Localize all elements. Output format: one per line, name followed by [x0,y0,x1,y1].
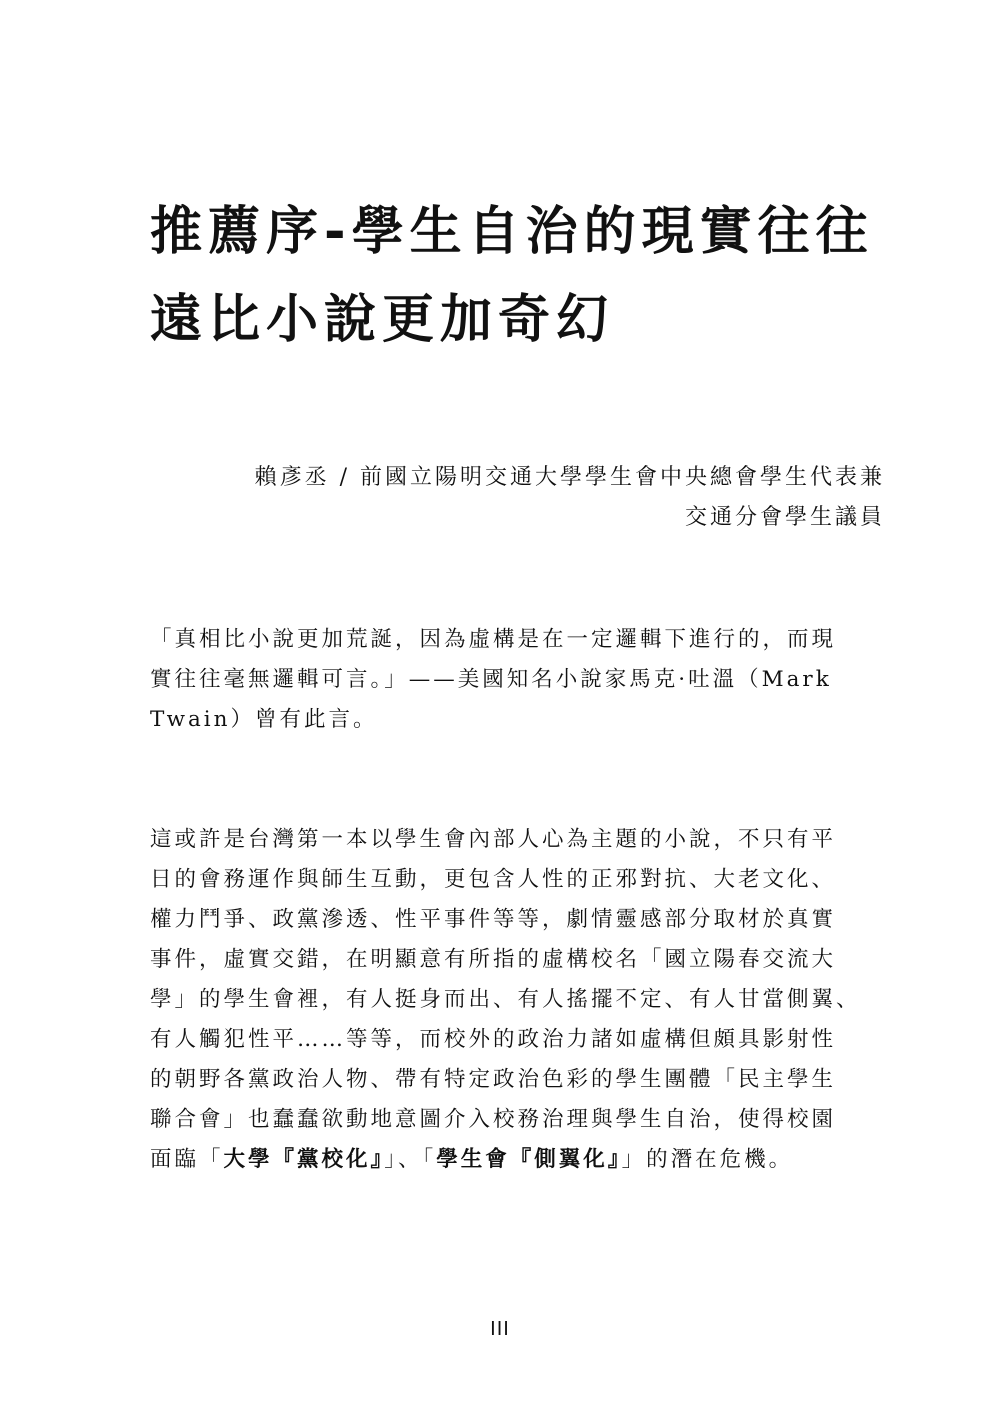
author-byline [150,458,885,538]
paragraph-line: 的朝野各黨政治人物、帶有特定政治色彩的學生團體「民主學生 [150,1067,837,1092]
text-segment: 」、「 [384,1147,437,1172]
paragraph-line: 聯合會」也蠢蠢欲動地意圖介入校務治理與學生自治，使得校園 [150,1107,837,1132]
author-line-2: 交通分會學生議員 [684,505,885,530]
paragraph-line: 權力鬥爭、政黨滲透、性平事件等等，劇情靈感部分取材於真實 [150,907,837,932]
paragraph-line: 實往往毫無邏輯可言。」——美國知名小說家馬克·吐溫（Mark [150,667,832,692]
title-line-1: 推薦序-學生自治的現實往往 [150,202,874,262]
page-number: III [490,1318,510,1340]
title-line-2: 遠比小說更加奇幻 [150,290,615,350]
author-line-1: 賴彥丞 / 前國立陽明交通大學學生會中央總會學生代表兼 [254,465,885,490]
page-title [150,188,910,364]
paragraph-line: 學」的學生會裡，有人挺身而出、有人搖擺不定、有人甘當側翼、 [150,987,861,1012]
paragraph-line: Twain）曾有此言。 [150,707,378,732]
paragraph-last-line [150,1140,890,1180]
paragraph-line: 日的會務運作與師生互動，更包含人性的正邪對抗、大老文化、 [150,867,837,892]
bold-phrase: 學生會『側翼化』 [436,1147,622,1172]
quote-paragraph [150,620,890,740]
body-paragraph [150,820,890,1180]
paragraph-line: 事件，虛實交錯，在明顯意有所指的虛構校名「國立陽春交流大 [150,947,837,972]
text-segment: 面臨「 [150,1147,224,1172]
paragraph-line: 這或許是台灣第一本以學生會內部人心為主題的小說，不只有平 [150,827,837,852]
paragraph-line: 有人觸犯性平……等等，而校外的政治力諸如虛構但頗具影射性 [150,1027,837,1052]
text-segment: 」的潛在危機。 [621,1147,794,1172]
paragraph-line: 「真相比小說更加荒誕，因為虛構是在一定邏輯下進行的，而現 [150,627,837,652]
bold-phrase: 大學『黨校化』 [223,1147,385,1172]
